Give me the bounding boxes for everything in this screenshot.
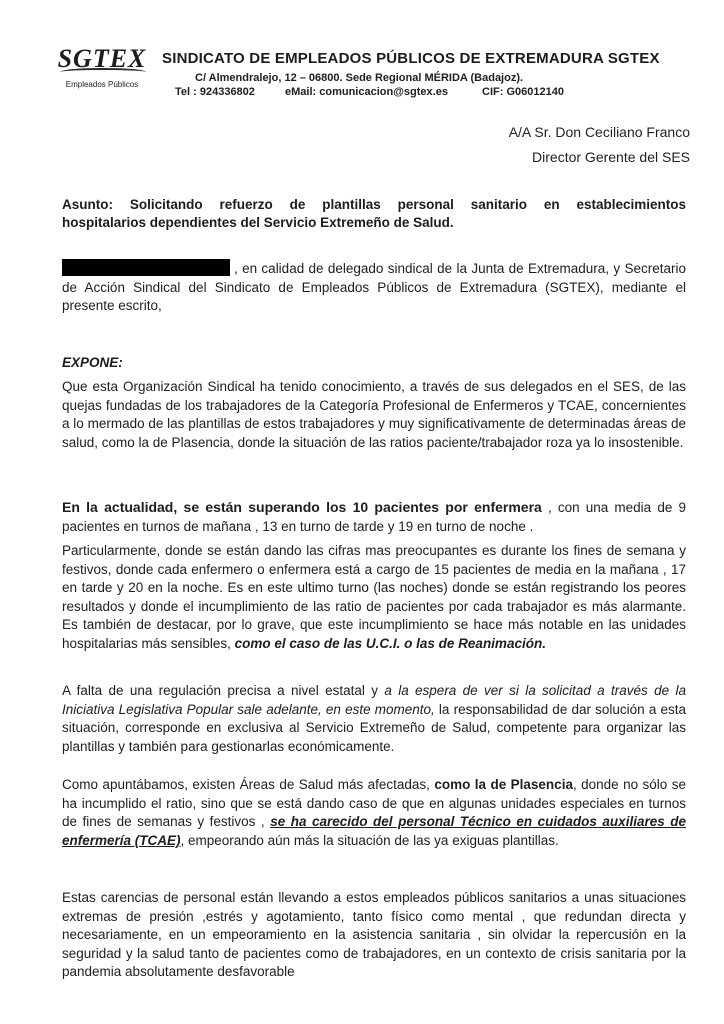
- paragraph-2-text: , con una media de 9 pacientes en turnos de mañana , 13 en turno de tarde y 19 en turno de noche .: [62, 500, 686, 534]
- intro-text: , en calidad de delegado sindical de la Junta de Extremadura, y Secretario de Acción Sindical del Sindicato de Empleados Públicos de Extremadura (SGTEX), mediante el presente escrito,: [62, 261, 686, 314]
- redacted-name-block: [62, 259, 230, 276]
- paragraph-5-underlined: se ha carecido del personal Técnico en cuidados auxiliares de enfermería (TCAE): [62, 814, 686, 848]
- paragraph-4-italic: a la espera de ver si la solicitad a través de la Iniciativa Legislativa Popular sale adelante, en este momento,: [62, 683, 686, 717]
- organization-name: SINDICATO DE EMPLEADOS PÚBLICOS DE EXTREMADURA SGTEX: [162, 50, 660, 67]
- paragraph-5-bold: como la de Plasencia: [434, 777, 573, 792]
- paragraph-5-text-c: , empeorando aún más la situación de las ya exiguas plantillas.: [180, 832, 559, 848]
- logo-swoosh-icon: [60, 68, 146, 76]
- paragraph-3-text: Particularmente, donde se están dando las cifras mas preocupantes es durante los fines de semana y festivos, donde cada enfermero o enfermera está a cargo de 15 pacientes de media en la mañana , 17 en tarde y 20 en la noche. Es en este ultimo turno (las noches) donde se están registrando los peores resultados y donde el incumplimiento de las ratio de pacientes por cada trabajador es más alarmante. Es también de destacar, por lo grave, que este incumplimiento se hace más notable en las unidades hospitalarias más sensibles,: [62, 543, 686, 651]
- subject-line-2: hospitalarios dependientes del Servicio Extremeño de Salud.: [62, 215, 454, 230]
- paragraph-5: [62, 776, 686, 850]
- paragraph-4-text-a: A falta de una regulación precisa a nivel estatal y: [62, 683, 385, 698]
- organization-cif: CIF: G06012140: [482, 86, 564, 98]
- logo-subtitle: Empleados Públicos: [65, 80, 139, 89]
- sgtex-logo: [52, 44, 152, 96]
- paragraph-5-text-a: Como apuntábamos, existen Áreas de Salud más afectadas,: [62, 777, 435, 792]
- organization-email: eMail: comunicacion@sgtex.es: [285, 86, 448, 98]
- organization-phone: Tel : 924336802: [175, 86, 255, 98]
- paragraph-4-text-b: la responsabilidad de dar solución a esta situación, corresponde en exclusiva al Servicio Extremeño de Salud, competente para organizar las plantillas y también para gestionarlas económicamente.: [62, 701, 686, 754]
- paragraph-6: Estas carencias de personal están llevando a estos empleados públicos sanitarios a unas situaciones extremas de presión ,estrés y agotamiento, tanto físico como mental , que redundan directa y necesariamente, en un empeoramiento en la asistencia sanitaria , sin olvidar la repercusión en la seguridad y la salud tanto de pacientes como de trabajadores, en un contexto de crisis sanitaria por la pandemia absolutamente desfavorable: [62, 890, 686, 980]
- subject: [62, 196, 686, 232]
- organization-address: C/ Almendralejo, 12 – 06800. Sede Regional MÉRIDA (Badajoz).: [195, 72, 524, 84]
- paragraph-1: Que esta Organización Sindical ha tenido conocimiento, a través de sus delegados en el SES, de las quejas fundadas de los trabajadores de la Categoría Profesional de Enfermeros y TCAE, concernientes a lo mermado de las plantillas de estos trabajadores y muy significativamente de determinadas áreas de salud, como la de Plasencia, donde la situación de las ratios paciente/trabajador roza ya lo insostenible.: [62, 379, 686, 450]
- paragraph-5-text-b: , donde no sólo se ha incumplido el ratio, sino que se está dando caso de que en algunas unidades especiales en turnos de fines de semanas y festivos ,: [62, 777, 686, 830]
- intro-paragraph: [62, 259, 686, 316]
- recipient-name: A/A Sr. Don Ceciliano Franco: [508, 124, 690, 140]
- paragraph-4: [62, 682, 686, 756]
- subject-line-1: Asunto: Solicitando refuerzo de plantillas personal sanitario en establecimientos: [62, 197, 686, 212]
- expone-heading: EXPONE:: [62, 355, 123, 370]
- paragraph-2-highlight: En la actualidad, se están superando los 10 pacientes por enfermera: [62, 499, 542, 515]
- paragraph-3: [62, 542, 686, 654]
- recipient-title: Director Gerente del SES: [532, 149, 690, 165]
- logo-text: SGTEX: [57, 44, 147, 73]
- paragraph-3-emphasis: como el caso de las U.C.I. o las de Reanimación.: [234, 635, 546, 651]
- paragraph-2: [62, 498, 686, 536]
